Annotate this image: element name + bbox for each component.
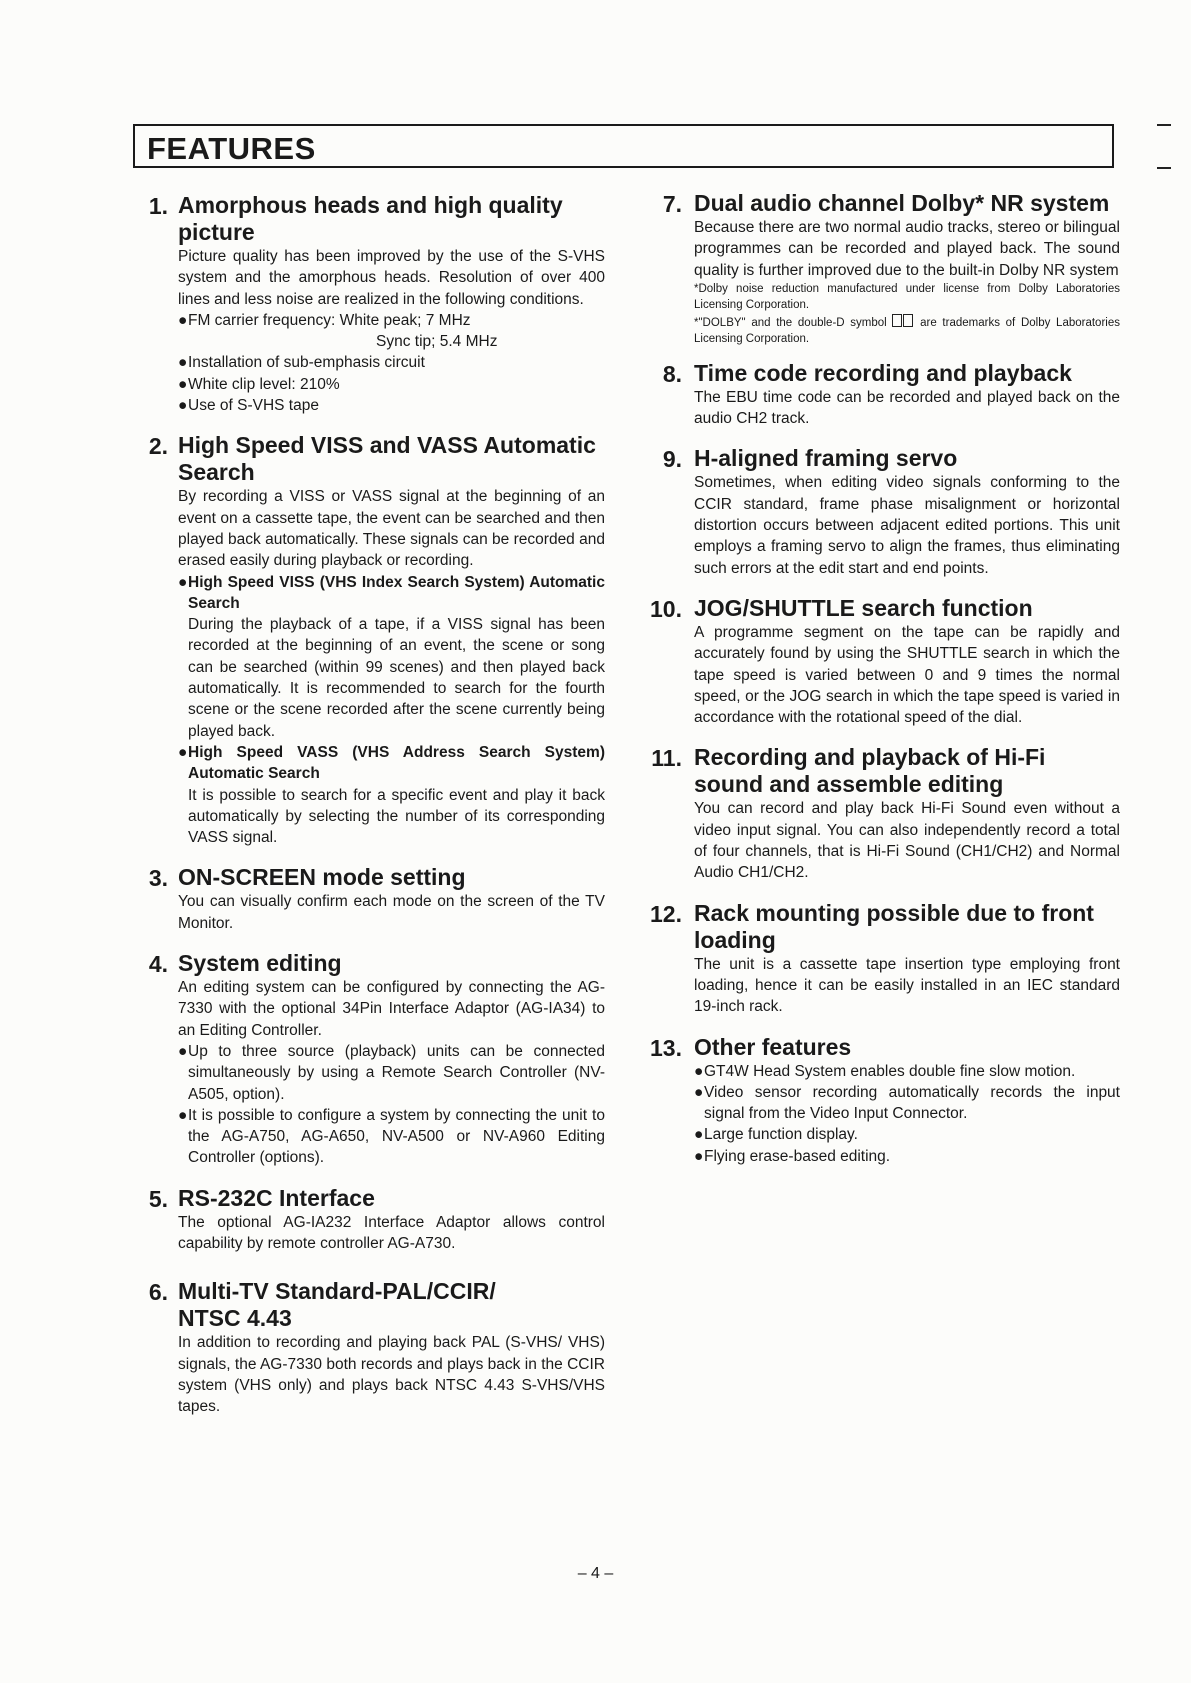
section-text: You can visually confirm each mode on the screen of the TV Monitor. [178,893,605,932]
section-text: Sometimes, when editing video signals conforming to the CCIR standard, frame phase misalignment or horizontal distortion occurs between adjacent edited portions. This unit employs a framing servo to align the frames, thus eliminating such errors at the edit start and end points. [694,474,1120,577]
section-title: Other features [694,1033,852,1060]
section-number: 5. [148,1185,168,1212]
section-number: 8. [662,360,682,387]
section-13 [650,1034,1120,1167]
margin-mark [1157,124,1171,126]
bullet-icon: ● [178,354,188,372]
section-title: Time code recording and playback [694,359,1072,386]
section-12 [650,900,1120,1018]
bullet-icon: ● [178,573,188,591]
bullet-item: ● High Speed VASS (VHS Address Search System) Automatic Search [178,742,605,785]
bullet-item: ● Installation of sub-emphasis circuit [178,352,605,373]
section-number: 2. [148,433,168,460]
bullet-icon: ● [694,1147,704,1165]
bullet-icon: ● [694,1062,704,1080]
section-1 [140,192,605,416]
section-number: 12. [650,900,682,927]
section-text: A programme segment on the tape can be rapidly and accurately found by using the SHUTTLE search in which the tape speed is varied between 0 and 9 times the normal speed, or the JOG search in which the tape speed is varied in accordance with the rotational speed of the dial. [694,623,1120,727]
section-number: 3. [148,865,168,892]
section-title: High Speed VISS and VASS Automatic Search [178,432,596,486]
section-3 [140,864,605,934]
section-text: The EBU time code can be recorded and played back on the audio CH2 track. [694,388,1120,428]
section-title: Multi-TV Standard-PAL/CCIR/ NTSC 4.43 [178,1278,496,1332]
section-10 [650,595,1120,728]
bullet-item: ● FM carrier frequency: White peak; 7 MHz [178,310,605,331]
bullet-item: ● Large function display. [694,1124,1120,1145]
features-header-box [133,124,1114,168]
section-text: In addition to recording and playing back PAL (S-VHS/ VHS) signals, the AG-7330 both records and plays back in the CCIR system (VHS only) and plays back NTSC 4.43 S-VHS/VHS tapes. [178,1334,605,1416]
section-6 [140,1278,605,1417]
section-title: System editing [178,950,342,977]
dolby-d-icon [892,314,902,327]
page-number: – 4 – [577,1565,614,1582]
bullet-icon: ● [694,1083,704,1101]
bullet-item: ● White clip level: 210% [178,374,605,395]
right-column [650,190,1120,1167]
bullet-item: ● It is possible to configure a system by connecting the unit to the AG-A750, AG-A650, NV-A500 or NV-A960 Editing Controller (options). [178,1105,605,1169]
section-text: It is possible to search for a specific event and play it back automatically by selecting the number of its corresponding VASS signal. [188,786,605,847]
bullet-icon: ● [178,311,188,329]
section-text: Because there are two normal audio tracks, stereo or bilingual programmes can be recorded and played back. The sound quality is further improved due to the built-in Dolby NR system [694,219,1120,279]
section-number: 9. [662,446,682,473]
section-text: By recording a VISS or VASS signal at the beginning of an event on a cassette tape, the event can be searched and then played back automatically. These signals can be recorded and erased easily during playback or recording. [178,488,605,570]
section-text: You can record and play back Hi-Fi Sound even without a video input signal. You can also independently record a total of four channels, that is Hi-Fi Sound (CH1/CH2) and Normal Audio CH1/CH2. [694,800,1120,882]
section-text: During the playback of a tape, if a VISS signal has been recorded at the beginning of an event, the scene or song can be searched (within 99 scenes) and then played back automatically. It is recommended to search for the fourth scene or the scene recorded after the scene currently being played back. [188,616,605,740]
page-title: FEATURES [147,131,316,166]
section-2 [140,432,605,848]
section-title: H-aligned framing servo [694,445,958,472]
section-8 [650,360,1120,430]
section-number: 1. [148,193,168,219]
bullet-item: ● Flying erase-based editing. [694,1146,1120,1167]
section-title: Dual audio channel Dolby* NR system [694,190,1110,216]
left-column [140,190,605,1417]
section-title: JOG/SHUTTLE search function [694,594,1033,621]
section-text: The optional AG-IA232 Interface Adaptor allows control capability by remote controller AG-A730. [178,1213,605,1252]
bullet-item: ● High Speed VISS (VHS Index Search System) Automatic Search [178,572,605,615]
bullet-icon: ● [178,743,188,761]
bullet-item: ● GT4W Head System enables double fine slow motion. [694,1061,1120,1082]
margin-mark [1157,167,1171,169]
section-title: Rack mounting possible due to front loading [694,899,1094,953]
section-number: 7. [662,191,682,217]
section-number: 6. [148,1279,168,1306]
section-text: The unit is a cassette tape insertion type employing front loading, hence it can be easily installed in an IEC standard 19-inch rack. [694,955,1120,1016]
bullet-item: ● Up to three source (playback) units can be connected simultaneously by using a Remote Search Controller (NV-A505, option). [178,1041,605,1105]
section-9 [650,445,1120,578]
section-11 [650,744,1120,883]
bullet-icon: ● [178,375,188,393]
dolby-d-icon [903,314,913,327]
section-text: Sync tip; 5.4 MHz [376,333,498,351]
section-title: Recording and playback of Hi-Fi sound and assemble editing [694,744,1046,798]
section-text: An editing system can be configured by connecting the AG-7330 with the optional 34Pin Interface Adaptor (AG-IA34) to an Editing Controller. [178,979,605,1039]
section-number: 11. [651,745,682,772]
section-number: 10. [650,595,682,622]
footnote: *Dolby noise reduction manufactured under license from Dolby Laboratories Licensing Corporation. [694,282,1120,312]
section-7 [650,190,1120,348]
section-title: Amorphous heads and high quality picture [178,192,563,245]
bullet-item: ● Video sensor recording automatically records the input signal from the Video Input Connector. [694,1082,1120,1125]
section-number: 4. [148,951,168,978]
section-title: RS-232C Interface [178,1184,375,1211]
bullet-icon: ● [178,1042,188,1060]
section-title: ON-SCREEN mode setting [178,864,466,891]
section-text: Picture quality has been improved by the use of the S-VHS system and the amorphous heads. Resolution of over 400 lines and less noise are realized in the following conditions. [178,248,605,308]
footnote: *"DOLBY" and the double-D symbol are trademarks of Dolby Laboratories Licensing Corporation. [694,314,1120,348]
section-number: 13. [650,1034,682,1061]
bullet-icon: ● [178,397,188,415]
bullet-icon: ● [694,1126,704,1144]
section-4 [140,950,605,1169]
section-5 [140,1185,605,1255]
bullet-icon: ● [178,1106,188,1124]
bullet-item: ● Use of S-VHS tape [178,395,605,416]
